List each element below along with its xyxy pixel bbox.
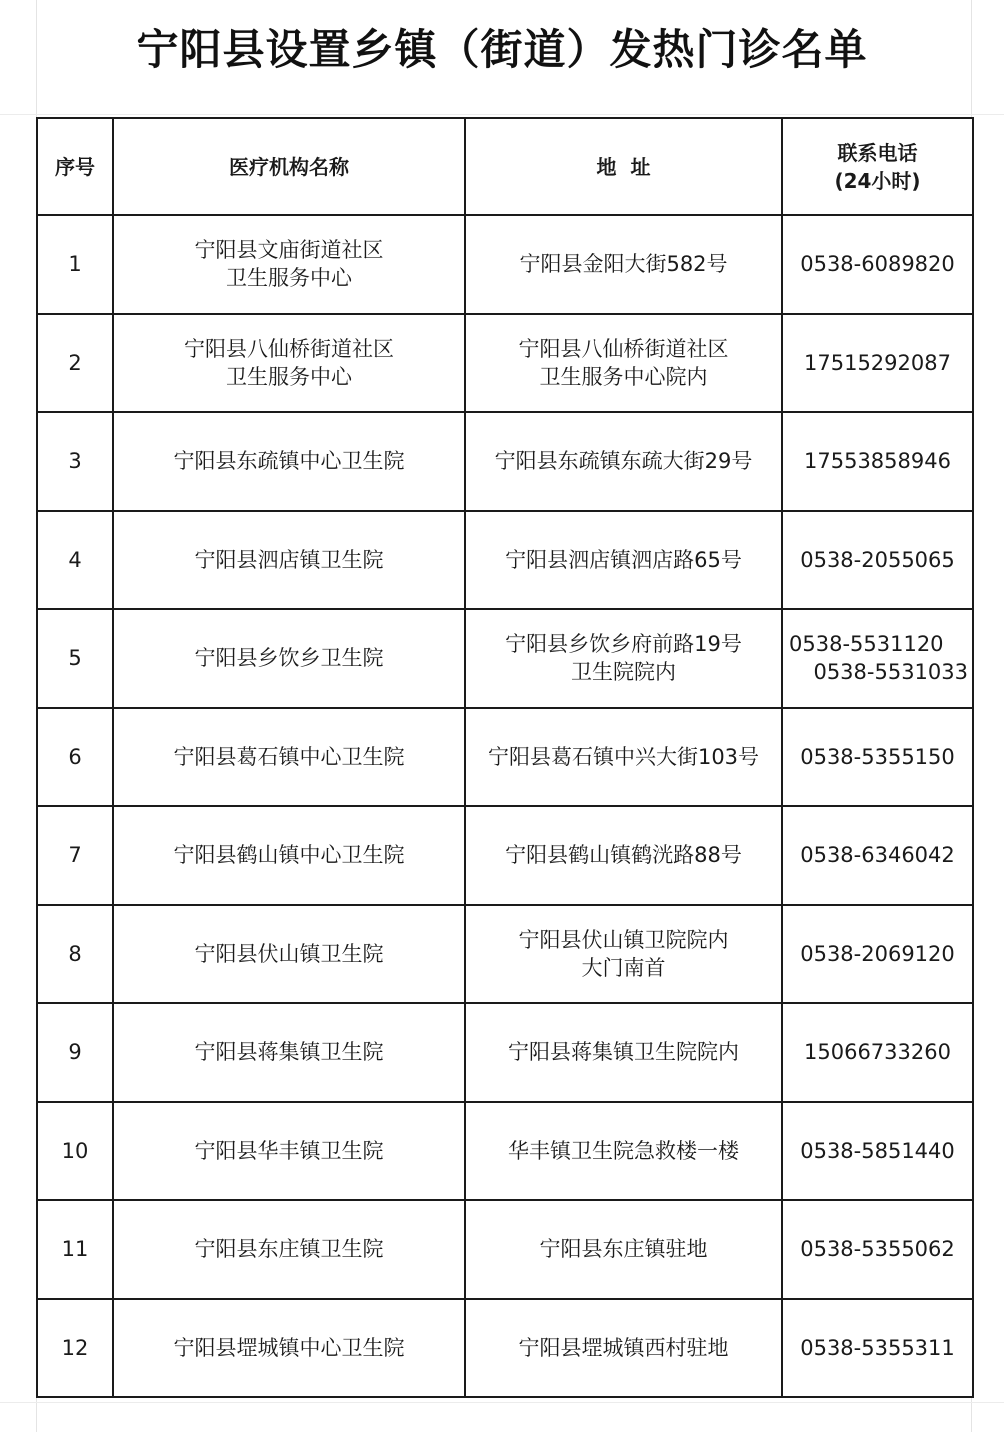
cell-institution-name-line: 宁阳县堽城镇中心卫生院 (173, 1335, 405, 1360)
cell-phone (782, 905, 973, 1004)
cell-institution-name (113, 412, 465, 511)
cell-phone (782, 412, 973, 511)
cell-institution-name-line: 宁阳县蒋集镇卫生院 (194, 1040, 384, 1065)
cell-institution-name (113, 708, 465, 807)
cell-no: 5 (37, 609, 113, 708)
cell-institution-name-line: 宁阳县文庙街道社区 (194, 238, 384, 263)
table-header-row (37, 118, 973, 215)
cell-phone-line: 17553858946 (804, 449, 951, 474)
cell-address (465, 1102, 782, 1201)
cell-address (465, 412, 782, 511)
cell-address-line: 宁阳县伏山镇卫院院内 (518, 927, 729, 952)
cell-institution-name-line: 宁阳县葛石镇中心卫生院 (173, 744, 405, 769)
table-row (37, 806, 973, 905)
cell-no: 3 (37, 412, 113, 511)
cell-institution-name (113, 1200, 465, 1299)
cell-address (465, 806, 782, 905)
cell-no: 1 (37, 215, 113, 314)
cell-phone-line: 0538-5531033 (813, 660, 968, 685)
cell-address (465, 1299, 782, 1398)
cell-address-line: 卫生院院内 (571, 660, 676, 685)
cell-institution-name-line: 宁阳县乡饮乡卫生院 (194, 646, 384, 671)
cell-phone (782, 1299, 973, 1398)
cell-institution-name (113, 1003, 465, 1102)
cell-address-line: 宁阳县葛石镇中兴大街103号 (487, 744, 760, 769)
cell-phone-line: 17515292087 (804, 350, 951, 375)
cell-address (465, 511, 782, 610)
cell-phone-line: 0538-6346042 (800, 843, 955, 868)
cell-address-line: 华丰镇卫生院急救楼一楼 (508, 1138, 739, 1163)
cell-phone-line: 0538-5531120 (789, 632, 944, 657)
cell-address-line: 宁阳县泗店镇泗店路65号 (505, 547, 742, 572)
cell-no: 6 (37, 708, 113, 807)
cell-institution-name (113, 905, 465, 1004)
cell-institution-name-line: 宁阳县伏山镇卫生院 (194, 941, 384, 966)
cell-no: 8 (37, 905, 113, 1004)
cell-address (465, 215, 782, 314)
cell-no: 12 (37, 1299, 113, 1398)
cell-address (465, 708, 782, 807)
cell-address (465, 905, 782, 1004)
cell-address (465, 1200, 782, 1299)
cell-phone (782, 511, 973, 610)
table-row (37, 412, 973, 511)
cell-institution-name-line: 宁阳县泗店镇卫生院 (194, 547, 384, 572)
cell-phone (782, 314, 973, 413)
cell-institution-name-line: 宁阳县八仙桥街道社区 (184, 336, 394, 361)
cell-address-line: 卫生服务中心院内 (539, 364, 708, 389)
cell-institution-name (113, 511, 465, 610)
table-row (37, 905, 973, 1004)
header-address (465, 118, 782, 215)
cell-phone-line: 0538-5851440 (800, 1138, 955, 1163)
cell-phone-line: 0538-5355311 (800, 1335, 955, 1360)
cell-institution-name (113, 1299, 465, 1398)
cell-institution-name (113, 1102, 465, 1201)
cell-institution-name-line: 宁阳县东疏镇中心卫生院 (173, 449, 405, 474)
cell-phone (782, 1003, 973, 1102)
table-row (37, 1200, 973, 1299)
cell-address-line: 宁阳县东疏镇东疏大街29号 (494, 449, 753, 474)
cell-institution-name (113, 806, 465, 905)
cell-phone (782, 215, 973, 314)
cell-phone-line: 0538-5355062 (800, 1237, 955, 1262)
cell-phone-line: 15066733260 (804, 1040, 951, 1065)
page-title: 宁阳县设置乡镇（街道）发热门诊名单 (136, 25, 868, 74)
cell-no: 11 (37, 1200, 113, 1299)
table-row (37, 314, 973, 413)
header-no: 序号 (37, 118, 113, 215)
cell-address-line: 宁阳县八仙桥街道社区 (518, 336, 729, 361)
table-row (37, 1102, 973, 1201)
cell-address-line: 大门南首 (581, 955, 666, 980)
cell-address (465, 609, 782, 708)
cell-institution-name (113, 609, 465, 708)
cell-no: 10 (37, 1102, 113, 1201)
header-phone-hours: (24小时) (834, 168, 921, 193)
cell-phone (782, 1102, 973, 1201)
cell-address (465, 314, 782, 413)
cell-phone-line: 0538-2055065 (800, 547, 955, 572)
cell-no: 7 (37, 806, 113, 905)
cell-institution-name-line: 宁阳县东庄镇卫生院 (194, 1237, 384, 1262)
table-row (37, 609, 973, 708)
header-phone-label: 联系电话 (837, 140, 918, 165)
cell-phone (782, 708, 973, 807)
cell-address (465, 1003, 782, 1102)
cell-address-line: 宁阳县乡饮乡府前路19号 (505, 632, 742, 657)
table-row (37, 511, 973, 610)
header-phone (782, 118, 973, 215)
table-row (37, 1299, 973, 1398)
cell-institution-name (113, 314, 465, 413)
cell-address-line: 宁阳县蒋集镇卫生院院内 (508, 1040, 739, 1065)
cell-phone-line: 0538-6089820 (800, 252, 955, 277)
table-row (37, 1003, 973, 1102)
cell-phone (782, 609, 973, 708)
cell-institution-name-line: 卫生服务中心 (226, 266, 352, 291)
grid-hline (0, 114, 1004, 115)
table-body (37, 215, 973, 1397)
cell-institution-name-line: 宁阳县鹤山镇中心卫生院 (173, 843, 405, 868)
cell-phone-line: 0538-5355150 (800, 744, 955, 769)
header-address-label: 地 址 (596, 154, 651, 179)
cell-address-line: 宁阳县东庄镇驻地 (539, 1237, 708, 1262)
cell-phone-line: 0538-2069120 (800, 941, 955, 966)
cell-institution-name-line: 宁阳县华丰镇卫生院 (194, 1138, 384, 1163)
table-row (37, 708, 973, 807)
header-name: 医疗机构名称 (113, 118, 465, 215)
cell-address-line: 宁阳县金阳大街582号 (519, 252, 728, 277)
cell-institution-name (113, 215, 465, 314)
cell-no: 9 (37, 1003, 113, 1102)
cell-institution-name-line: 卫生服务中心 (226, 364, 352, 389)
clinic-table (36, 117, 974, 1398)
cell-no: 4 (37, 511, 113, 610)
cell-phone (782, 806, 973, 905)
cell-address-line: 宁阳县鹤山镇鹤洸路88号 (505, 843, 742, 868)
cell-address-line: 宁阳县堽城镇西村驻地 (518, 1335, 729, 1360)
table-row (37, 215, 973, 314)
grid-hline (0, 1402, 1004, 1403)
cell-phone (782, 1200, 973, 1299)
cell-no: 2 (37, 314, 113, 413)
